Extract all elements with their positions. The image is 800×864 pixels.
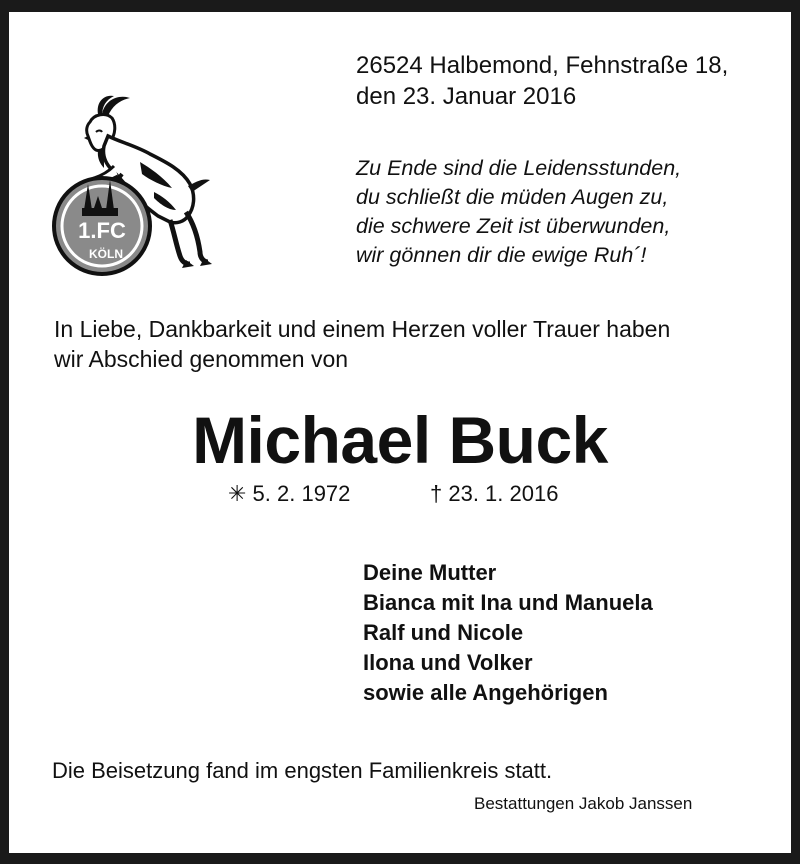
deceased-name: Michael Buck <box>192 403 608 477</box>
poem-line: die schwere Zeit ist überwunden, <box>356 214 671 238</box>
fc-koeln-goat-emblem-icon <box>50 92 225 282</box>
death-date: † 23. 1. 2016 <box>430 481 559 506</box>
poem-line: Zu Ende sind die Leidensstunden, <box>356 156 682 180</box>
mourners-list <box>363 558 653 708</box>
mourner-entry: sowie alle Angehörigen <box>363 680 608 705</box>
emblem-text-top: 1.FC <box>78 218 126 243</box>
address-line: 26524 Halbemond, Fehnstraße 18, <box>356 52 729 79</box>
poem-line: wir gönnen dir die ewige Ruh´! <box>356 243 647 267</box>
intro-text <box>54 314 670 374</box>
address-block <box>356 50 728 112</box>
poem-line: du schließt die müden Augen zu, <box>356 185 669 209</box>
funeral-notice: Die Beisetzung fand im engsten Familienkreis statt. <box>52 758 553 783</box>
mourner-entry: Deine Mutter <box>363 560 497 585</box>
mourner-entry: Bianca mit Ina und Manuela <box>363 590 653 615</box>
date-line: den 23. Januar 2016 <box>356 83 577 110</box>
emblem-text-bottom: KÖLN <box>89 247 123 261</box>
undertaker-name: Bestattungen Jakob Janssen <box>474 794 693 813</box>
intro-line: In Liebe, Dankbarkeit und einem Herzen voller Trauer haben <box>54 316 671 342</box>
mourner-entry: Ralf und Nicole <box>363 620 524 645</box>
birth-date: ✳ 5. 2. 1972 <box>228 481 351 506</box>
intro-line: wir Abschied genommen von <box>54 346 349 372</box>
poem <box>356 154 681 270</box>
mourner-entry: Ilona und Volker <box>363 650 533 675</box>
